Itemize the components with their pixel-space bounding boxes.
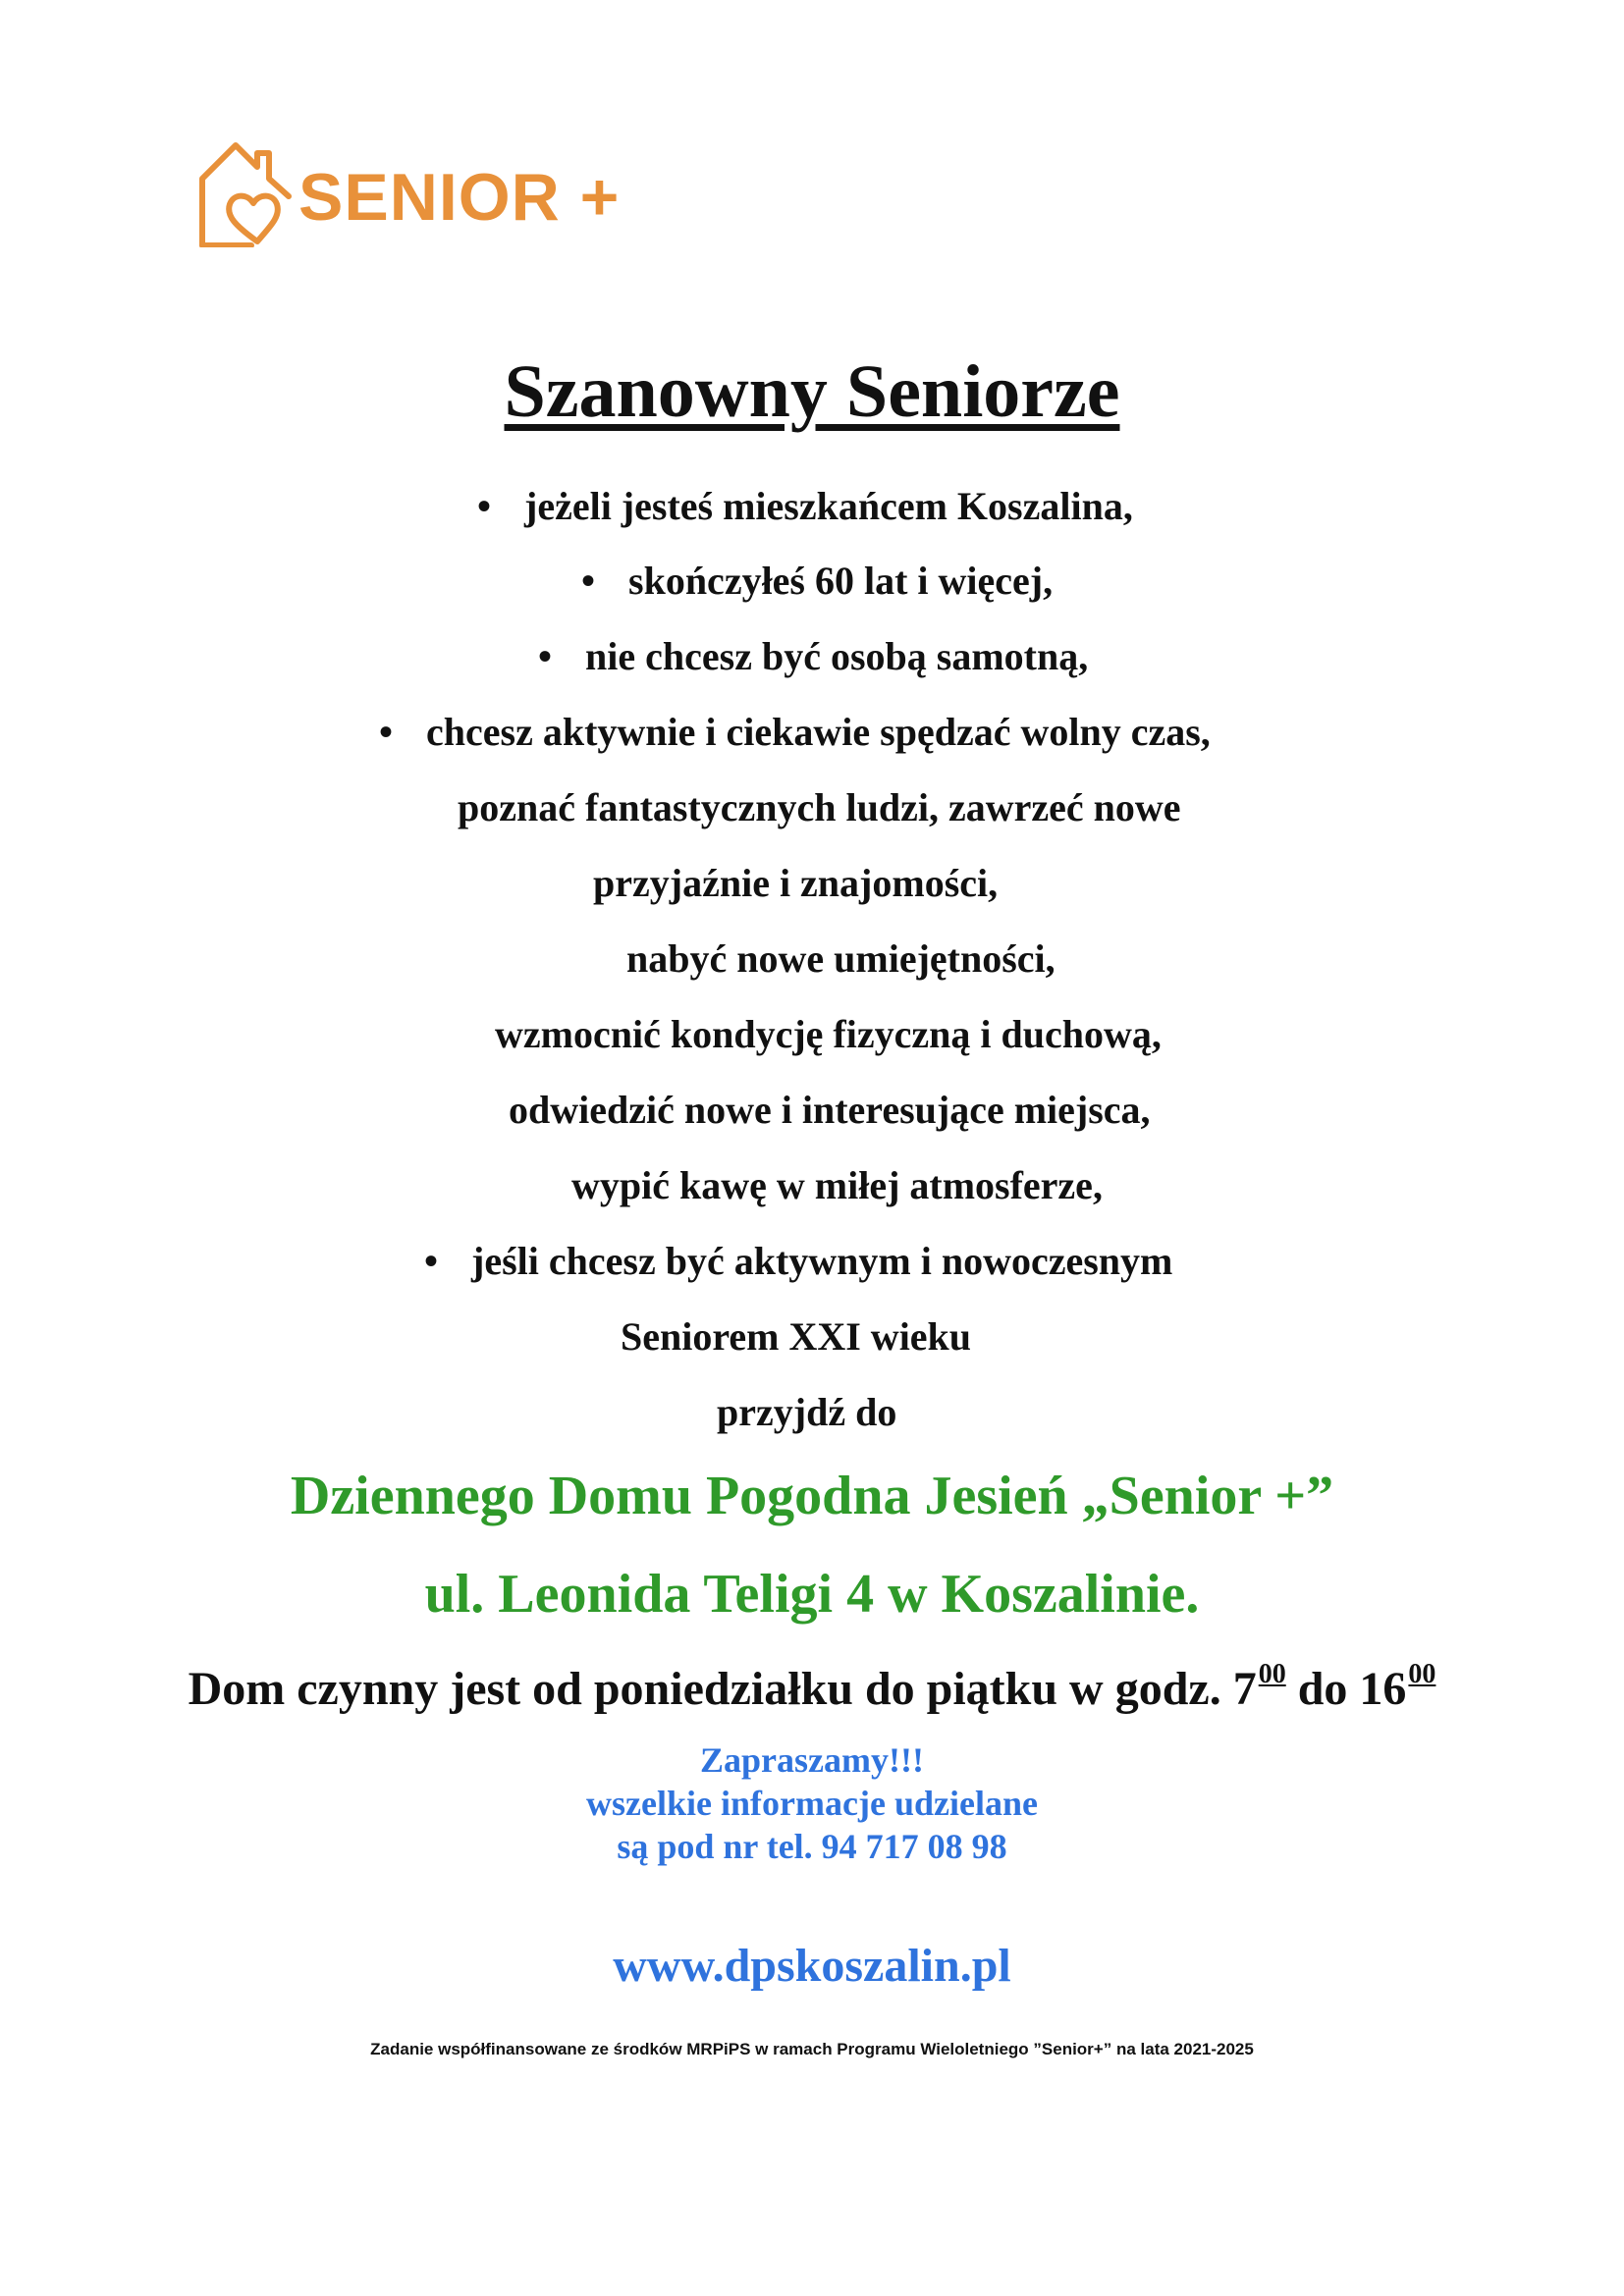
list-item: • skończyłeś 60 lat i więcej, xyxy=(581,559,1054,603)
list-continuation: poznać fantastycznych ludzi, zawrzeć nowe xyxy=(458,785,1181,829)
list-continuation: przyjaźnie i znajomości, xyxy=(593,861,999,905)
info-text: wszelkie informacje udzielane xyxy=(586,1784,1038,1823)
place-name: Dziennego Domu Pogodna Jesień „Senior +” xyxy=(290,1466,1334,1526)
list-continuation: przyjdź do xyxy=(717,1390,897,1434)
list-continuation: Seniorem XXI wieku xyxy=(621,1314,972,1359)
website-link[interactable]: www.dpskoszalin.pl xyxy=(613,1940,1011,1992)
phone-text: są pod nr tel. 94 717 08 98 xyxy=(617,1827,1007,1866)
list-continuation: nabyć nowe umiejętności, xyxy=(626,936,1056,981)
list-item: • chcesz aktywnie i ciekawie spędzać wolny czas, xyxy=(379,710,1211,754)
logo-text: SENIOR + xyxy=(298,160,621,235)
funding-footer: Zadanie współfinansowane ze środków MRPiPS w ramach Programu Wieloletniego ”Senior+” na lata 2021-2025 xyxy=(370,2040,1254,2058)
place-address: ul. Leonida Teligi 4 w Koszalinie. xyxy=(424,1564,1200,1625)
opening-hours: Dom czynny jest od poniedziałku do piątku w godz. $7^{00}$ do $16^{00}$ xyxy=(188,1659,1436,1715)
logo xyxy=(196,139,620,247)
house-heart-icon xyxy=(196,139,295,247)
list-continuation: wypić kawę w miłej atmosferze, xyxy=(571,1163,1103,1207)
list-item: • jeśli chcesz być aktywnym i nowoczesnym xyxy=(424,1239,1173,1283)
invite-text: Zapraszamy!!! xyxy=(700,1740,924,1780)
list-continuation: odwiedzić nowe i interesujące miejsca, xyxy=(509,1088,1151,1132)
list-continuation: wzmocnić kondycję fizyczną i duchową, xyxy=(495,1012,1162,1056)
list-item: • jeżeli jesteś mieszkańcem Koszalina, xyxy=(477,484,1133,528)
list-item: • nie chcesz być osobą samotną, xyxy=(538,634,1089,678)
page-title: Szanowny Seniorze xyxy=(504,350,1120,433)
